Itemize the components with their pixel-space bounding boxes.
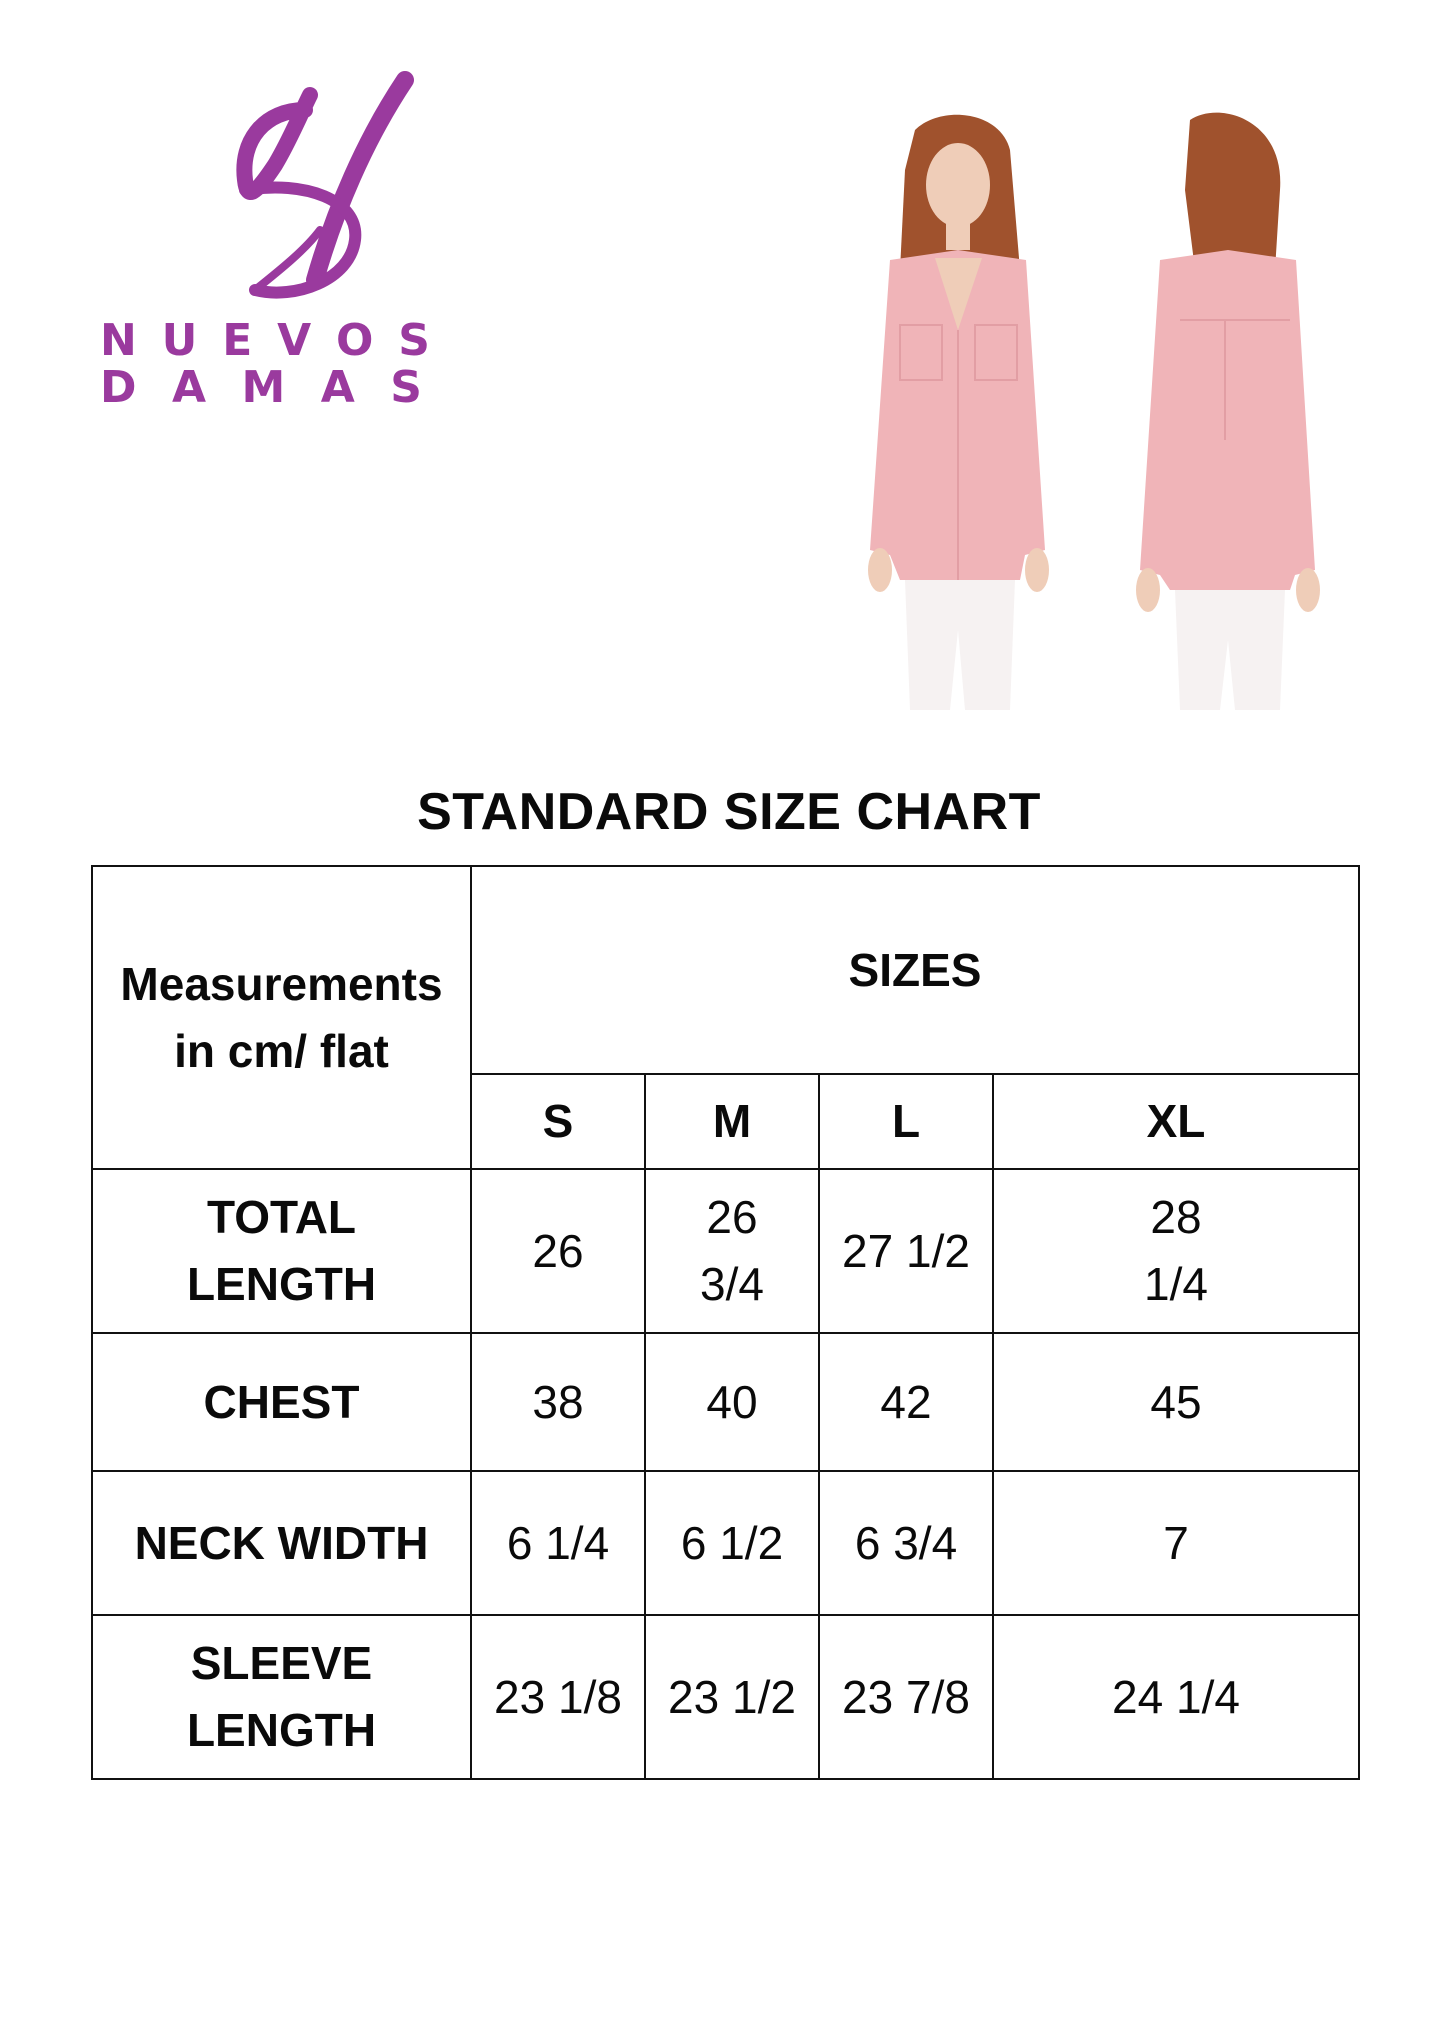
value-cell: 40 [645,1333,819,1471]
size-xl: XL [993,1074,1359,1169]
brand-logo [90,70,430,420]
value-cell: 28 1/4 [993,1169,1359,1333]
value-cell: 26 3/4 [645,1169,819,1333]
table-row [92,1615,1359,1779]
value-cell: 23 1/2 [645,1615,819,1779]
row-label-neck-width: NECK WIDTH [92,1471,471,1615]
brand-name-line2: D A M A S [100,362,422,413]
row-label-chest: CHEST [92,1333,471,1471]
measurements-header: Measurements in cm/ flat [92,866,471,1169]
sizes-header: SIZES [471,866,1359,1074]
value-cell: 23 1/8 [471,1615,645,1779]
product-photos [830,110,1370,710]
value-cell: 6 3/4 [819,1471,993,1615]
model-back-image [1100,110,1360,710]
model-front-image [830,110,1090,710]
value-cell: 27 1/2 [819,1169,993,1333]
value-cell: 6 1/2 [645,1471,819,1615]
value-cell: 38 [471,1333,645,1471]
value-cell: 42 [819,1333,993,1471]
size-m: M [645,1074,819,1169]
table-row [92,1169,1359,1333]
value-cell: 6 1/4 [471,1471,645,1615]
row-label-total-length: TOTAL LENGTH [92,1169,471,1333]
size-s: S [471,1074,645,1169]
table-row [92,1333,1359,1471]
value-cell: 24 1/4 [993,1615,1359,1779]
size-chart-table [91,865,1360,1780]
brand-name-line1: N U E V O S [100,315,430,366]
value-cell: 7 [993,1471,1359,1615]
table-row [92,1471,1359,1615]
value-cell: 45 [993,1333,1359,1471]
table-header-row [92,866,1359,1074]
value-cell: 26 [471,1169,645,1333]
chart-title: STANDARD SIZE CHART [417,783,1041,841]
row-label-sleeve-length: SLEEVE LENGTH [92,1615,471,1779]
value-cell: 23 7/8 [819,1615,993,1779]
size-l: L [819,1074,993,1169]
brand-monogram-icon [185,70,415,310]
